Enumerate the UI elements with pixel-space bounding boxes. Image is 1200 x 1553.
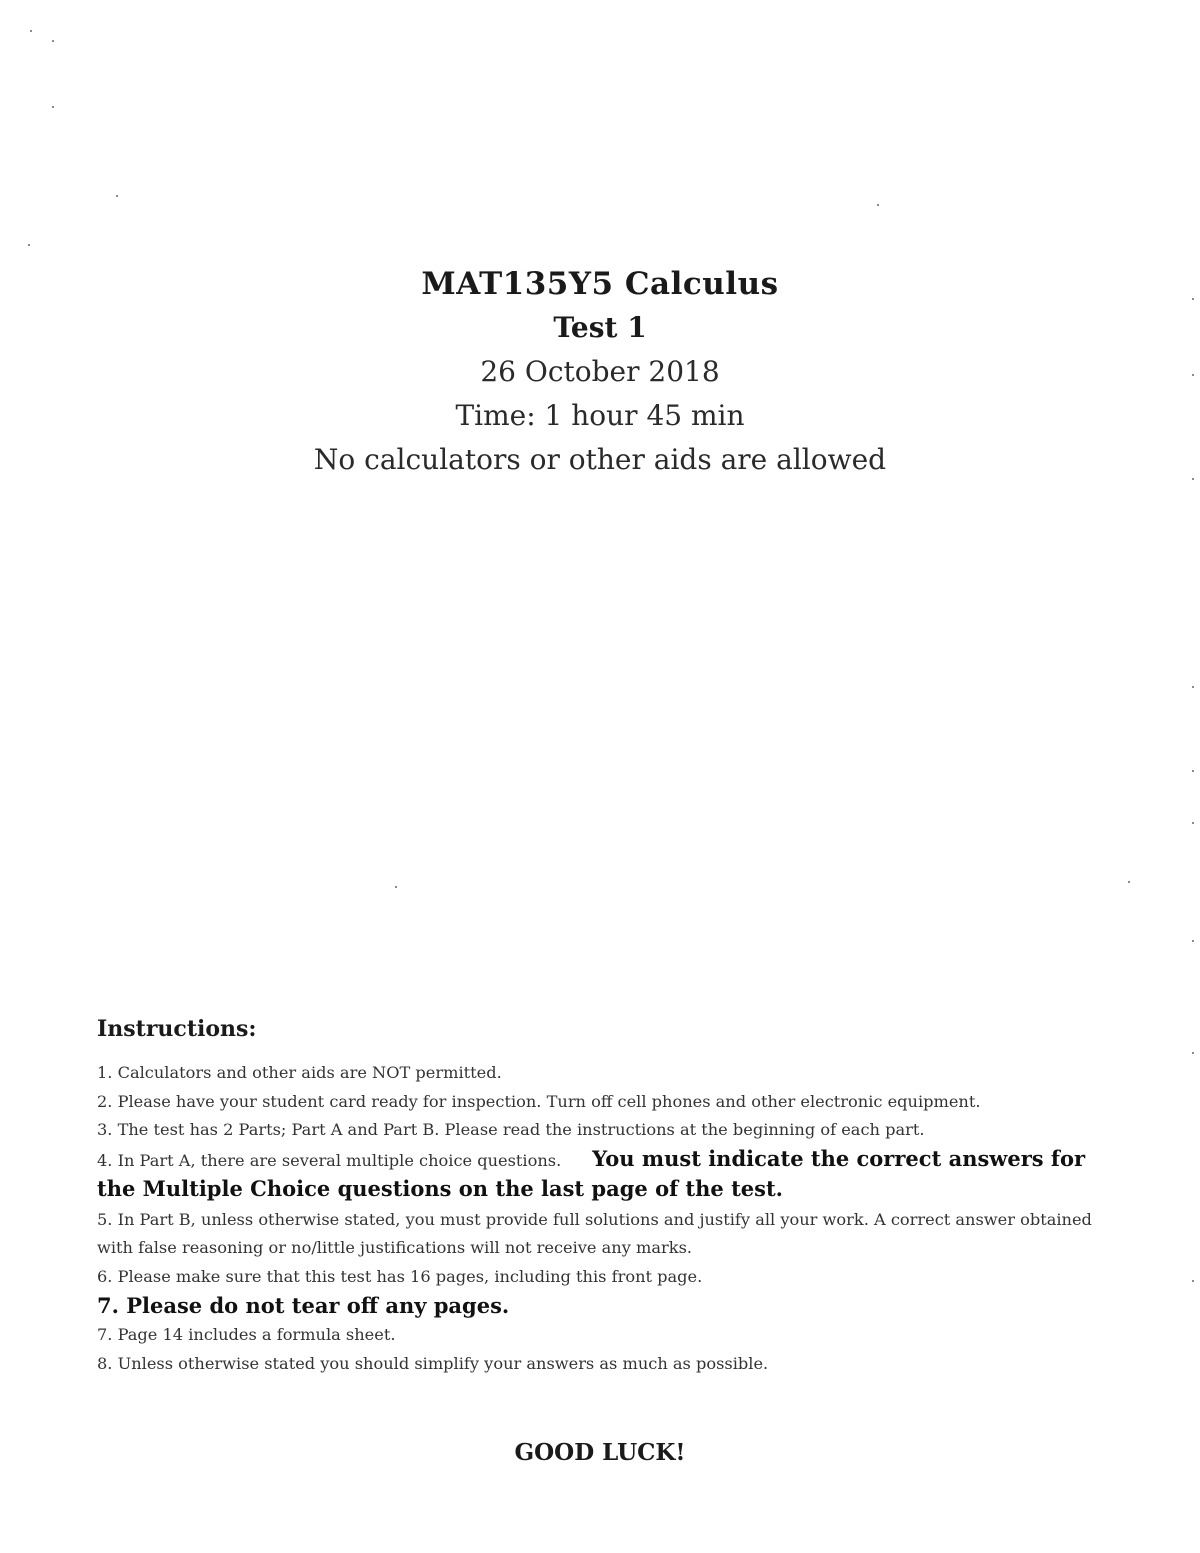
instruction-list	[97, 1059, 1117, 1378]
instruction-item: 3. The test has 2 Parts; Part A and Part B. Please read the instructions at the beginning of each part.	[97, 1120, 925, 1139]
good-luck-message: GOOD LUCK!	[514, 1439, 686, 1466]
scan-speck	[52, 106, 54, 108]
scan-speck	[30, 30, 32, 32]
scan-speck	[1128, 881, 1130, 883]
scan-speck	[877, 204, 879, 206]
instructions-section	[97, 1013, 1117, 1378]
test-date: 26 October 2018	[480, 355, 720, 388]
scan-speck	[1192, 1280, 1194, 1282]
scan-speck	[1192, 940, 1194, 942]
instructions-heading: Instructions:	[97, 1016, 257, 1042]
instruction-emphasis: You must indicate the correct answers for the Multiple Choice questions on the last page of the test.	[97, 1145, 1086, 1201]
scan-speck	[395, 886, 397, 888]
scan-speck	[28, 244, 30, 246]
instruction-item: 8. Unless otherwise stated you should simplify your answers as much as possible.	[97, 1353, 769, 1373]
scan-speck	[52, 40, 54, 42]
scan-speck	[1192, 770, 1194, 772]
title-block	[0, 262, 1200, 482]
instruction-item-emphasis: 7. Please do not tear off any pages.	[97, 1293, 510, 1318]
instruction-item	[97, 1145, 1117, 1206]
test-title: Test 1	[553, 311, 647, 344]
instruction-item: 7. Page 14 includes a formula sheet.	[97, 1325, 396, 1344]
scan-speck	[116, 195, 118, 197]
instruction-item-text: 4. In Part A, there are several multiple choice questions.	[97, 1150, 562, 1170]
test-duration: Time: 1 hour 45 min	[455, 399, 745, 432]
instruction-item: 6. Please make sure that this test has 16 pages, including this front page.	[97, 1266, 703, 1286]
scan-speck	[1192, 822, 1194, 824]
scan-speck	[1192, 1052, 1194, 1054]
instruction-item: 5. In Part B, unless otherwise stated, you must provide full solutions and justify all your work. A correct answer obtained with false reasoning or no/little justifications will not receive any marks.	[97, 1209, 1092, 1257]
aids-notice: No calculators or other aids are allowed	[313, 443, 887, 476]
instruction-item: 1. Calculators and other aids are NOT permitted.	[97, 1063, 502, 1082]
scan-speck	[1192, 686, 1194, 688]
course-title: MAT135Y5 Calculus	[421, 266, 779, 302]
instruction-item: 2. Please have your student card ready for inspection. Turn off cell phones and other electronic equipment.	[97, 1091, 981, 1111]
